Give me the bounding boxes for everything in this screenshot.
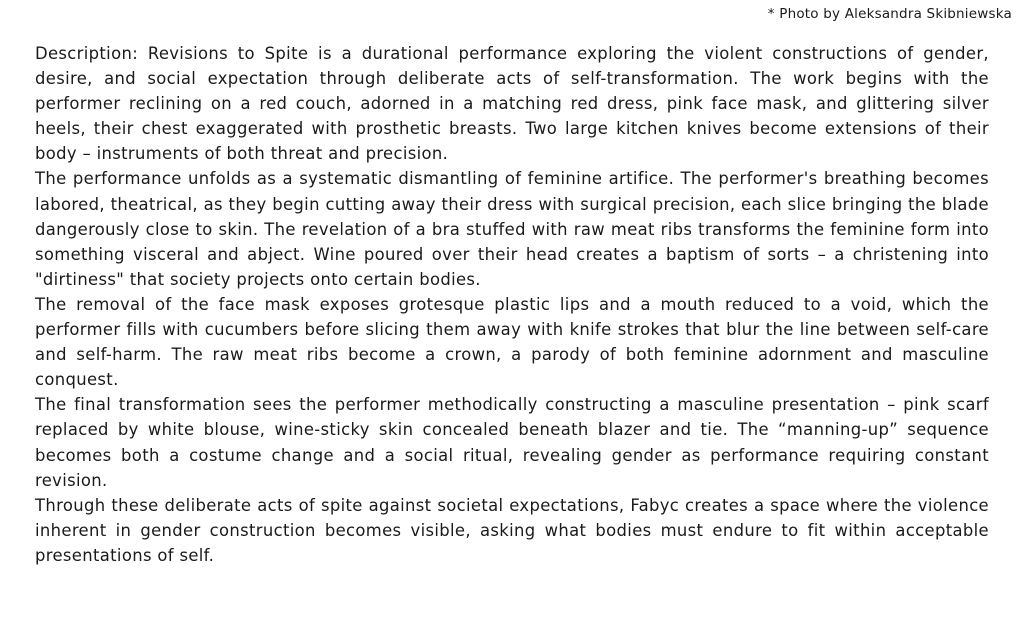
description-text (35, 41, 989, 568)
paragraph-intro: Description: Revisions to Spite is a durational performance exploring the violent constructions of gender, desire, and social expectation through deliberate acts of self-transformation. The work begins with the performer reclining on a red couch, adorned in a matching red dress, pink face mask, and glittering silver heels, their chest exaggerated with prosthetic breasts. Two large kitchen knives become extensions of their body – instruments of both threat and precision. (35, 44, 989, 164)
paragraph-dismantling: The performance unfolds as a systematic dismantling of feminine artifice. The performer's breathing becomes labored, theatrical, as they begin cutting away their dress with surgical precision, each slice bringing the blade dangerously close to skin. The revelation of a bra stuffed with raw meat ribs transforms the feminine form into something visceral and abject. Wine poured over their head creates a baptism of sorts – a christening into "dirtiness" that society projects onto certain bodies. (35, 169, 989, 289)
paragraph-transformation: The final transformation sees the performer methodically constructing a masculine presentation – pink scarf replaced by white blouse, wine-sticky skin concealed beneath blazer and tie. The “manning-up” sequence becomes both a costume change and a social ritual, revealing gender as performance requiring constant revision. (35, 395, 989, 490)
photo-credit: * Photo by Aleksandra Skibniewska (767, 6, 1012, 22)
paragraph-mask-removal: The removal of the face mask exposes grotesque plastic lips and a mouth reduced to a void, which the performer fills with cucumbers before slicing them away with knife strokes that blur the line between self-care and self-harm. The raw meat ribs become a crown, a parody of both feminine adornment and masculine conquest. (35, 294, 989, 390)
paragraph-conclusion: Through these deliberate acts of spite against societal expectations, Fabyc creates a space where the violence inherent in gender construction becomes visible, asking what bodies must endure to fit within acceptable presentations of self. (35, 495, 989, 565)
